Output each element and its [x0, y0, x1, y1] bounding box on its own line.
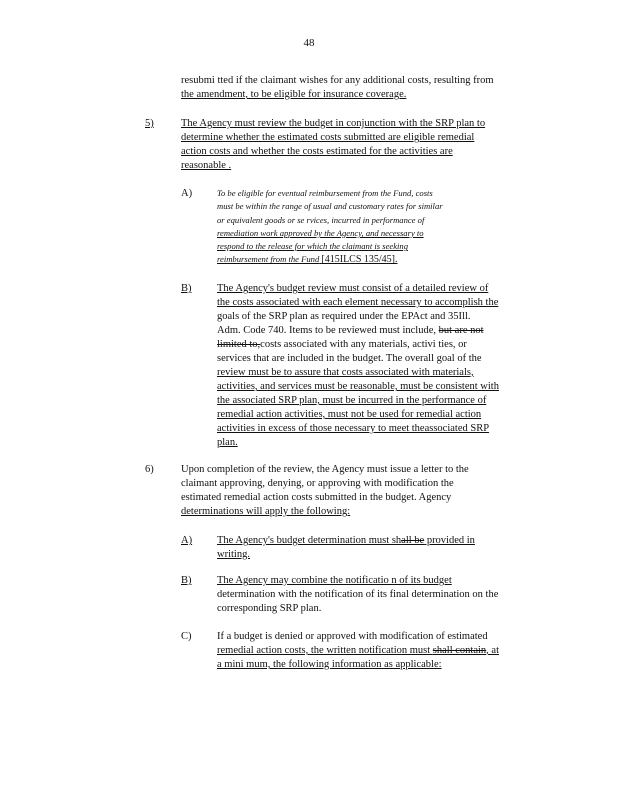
- item-5b-line: goals of the SRP plan as required under the EPAct and 35Ill.: [217, 311, 471, 322]
- item-5a-line: or equivalent goods or se rvices, incurred in performance of: [217, 214, 425, 225]
- item-number-5a: A): [181, 188, 193, 199]
- item-6a-line: writing.: [217, 549, 250, 560]
- item-6c-paragraph: [217, 630, 542, 672]
- item-6c-line: [217, 644, 542, 658]
- item-6a-text: The Agency's budget determination must sh: [217, 535, 402, 546]
- item-number-5: 5): [145, 118, 154, 129]
- struck-text: all be: [401, 535, 425, 546]
- struck-text: but are not: [438, 325, 484, 336]
- item-6b-line: determination with the notification of its final determination on the: [217, 589, 499, 600]
- item-5b-text: Adm. Code 740. Items to be reviewed must include,: [217, 325, 439, 336]
- item-5-paragraph: [181, 117, 536, 173]
- item-5a-line: remediation work approved by the Agency, and necessary to: [217, 227, 424, 238]
- item-6b-paragraph: [217, 574, 542, 616]
- item-6-line: estimated remedial action costs submitted in the budget. Agency: [181, 492, 452, 503]
- item-5a-line-with-citation: [217, 253, 542, 266]
- item-5a-line: respond to the release for which the claimant is seeking: [217, 241, 409, 252]
- item-5-line: action costs and whether the costs estimated for the activities are: [181, 146, 453, 157]
- item-6-line: determinations will apply the following:: [181, 506, 351, 517]
- item-6a-text: provided in: [424, 535, 475, 546]
- item-6-line: claimant approving, denying, or approving with modification the: [181, 478, 454, 489]
- item-6c-line: If a budget is denied or approved with modification of estimated: [217, 631, 488, 642]
- struck-text: shall contain: [432, 645, 487, 656]
- item-number-6c: C): [181, 631, 192, 642]
- item-5-line: determine whether the estimated costs submitted are eligible remedial: [181, 132, 475, 143]
- item-5b-line: activities, and services must be reasonable, must be consistent with: [217, 381, 499, 392]
- item-5b-line: remedial action activities, must not be used for remedial action: [217, 409, 482, 420]
- item-5a-line: must be within the range of usual and customary rates for similar: [217, 201, 443, 212]
- item-5b-line: [217, 338, 542, 352]
- item-5b-line: services that are included in the budget. The overall goal of the: [217, 353, 482, 364]
- item-6a-paragraph: [217, 534, 517, 562]
- item-5b-line: [217, 324, 542, 338]
- item-6a-line: [217, 534, 517, 548]
- item-number-6a: A): [181, 535, 193, 546]
- continuation-paragraph: [181, 74, 531, 102]
- item-6c-line: a mini mum, the following information as applicable:: [217, 659, 442, 670]
- item-6c-text: remedial action costs, the written notification must: [217, 645, 433, 656]
- item-number-6b: B): [181, 575, 192, 586]
- item-5b-paragraph: [217, 282, 542, 450]
- continuation-line: resubmi tted if the claimant wishes for any additional costs, resulting from: [181, 75, 494, 86]
- item-number-5b: B): [181, 283, 192, 294]
- item-5-line: The Agency must review the budget in conjunction with the SRP plan to: [181, 118, 486, 129]
- item-5b-line: The Agency's budget review must consist of a detailed review of: [217, 283, 489, 294]
- item-5b-line: plan.: [217, 437, 238, 448]
- item-5b-line: review must be to assure that costs associated with materials,: [217, 367, 474, 378]
- page-number: 48: [303, 37, 315, 49]
- item-5a-line: To be eligible for eventual reimbursement from the Fund, costs: [217, 188, 433, 198]
- item-5b-line: the costs associated with each element necessary to accomplish the: [217, 297, 499, 308]
- continuation-line-underlined: the amendment, to be eligible for insurance coverage.: [181, 89, 407, 100]
- item-5b-line: activities in excess of those necessary to meet theassociated SRP: [217, 423, 490, 434]
- item-5b-text: costs associated with any materials, activi ties, or: [260, 339, 467, 350]
- item-6-paragraph: [181, 463, 521, 519]
- item-5-line: reasonable .: [181, 160, 232, 171]
- item-6b-line: corresponding SRP plan.: [217, 603, 322, 614]
- item-number-6: 6): [145, 464, 154, 475]
- item-6c-text: , at: [486, 645, 499, 656]
- item-5b-line: the associated SRP plan, must be incurred in the performance of: [217, 395, 487, 406]
- statute-citation: [415ILCS 135/45].: [321, 254, 398, 266]
- struck-text: limited to,: [217, 339, 261, 350]
- item-6b-line: The Agency may combine the notificatio n of its budget: [217, 575, 452, 586]
- item-5a-line: reimbursement from the Fund: [217, 254, 320, 265]
- item-6-line: Upon completion of the review, the Agency must issue a letter to the: [181, 464, 469, 475]
- item-5a-paragraph: [217, 187, 542, 267]
